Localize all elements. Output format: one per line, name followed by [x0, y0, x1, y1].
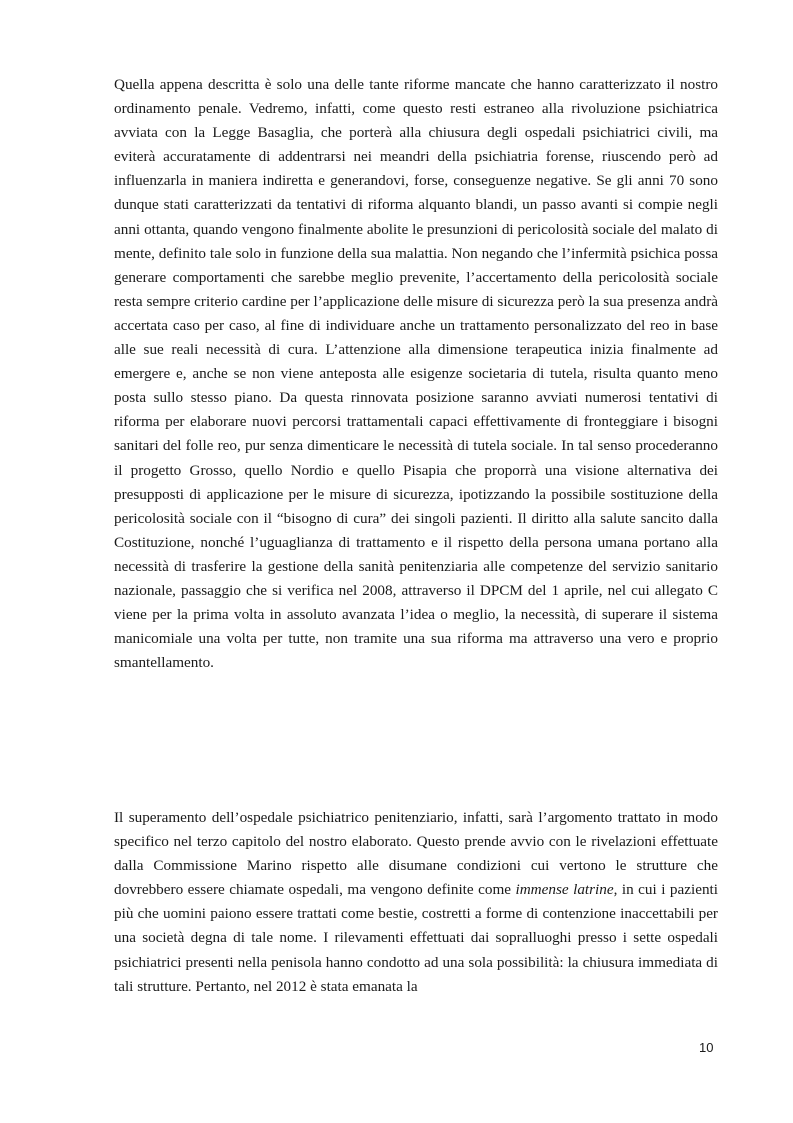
paragraph-2-text-before: Il superamento dell’ospedale psichiatrico penitenziario, infatti, sarà l’argomento trattato in modo specifico nel terzo capitolo del nostro elaborato. Questo prende avvio con le rivelazioni effettuate dalla Commissione Marino rispetto alle disumane condizioni cui vertono le strutture che dovrebbero essere chiamate ospedali, ma vengono definite come — [114, 809, 718, 899]
page-number: 10 — [699, 1040, 714, 1055]
paragraph-1: Quella appena descritta è solo una delle tante riforme mancate che hanno caratterizzato il nostro ordinamento penale. Vedremo, infatti, come questo resti estraneo alla rivoluzione psichiatrica avviata con la Legge Basaglia, che porterà alla chiusura degli ospedali psichiatrici civili, ma eviterà accuratamente di addentrarsi nei meandri della psichiatria forense, riuscendo però ad influenzarla in maniera indiretta e generandovi, forse, conseguenze negative. Se gli anni 70 sono dunque stati caratterizzati da tentativi di riforma alquanto blandi, un passo avanti si compie negli anni ottanta, quando vengono finalmente abolite le presunzioni di pericolosità sociale del malato di mente, definito tale solo in funzione della sua malattia. Non negando che l’infermità psichica possa generare comportamenti che sarebbe meglio prevenite, l’accertamento della pericolosità sociale resta sempre criterio cardine per l’applicazione delle misure di sicurezza però la sua presenza andrà accertata caso per caso, al fine di individuare anche un trattamento personalizzato del reo in base alle sue reali necessità di cura. L’attenzione alla dimensione terapeutica inizia finalmente ad emergere e, anche se non viene anteposta alle esigenze societaria di tutela, risulta quanto meno posta sullo stesso piano. Da questa rinnovata posizione saranno avviati numerosi tentativi di riforma per elaborare nuovi percorsi trattamentali capaci effettivamente di fronteggiare i bisogni sanitari del folle reo, pur senza dimenticare le necessità di tutela sociale. In tal senso procederanno il progetto Grosso, quello Nordio e quello Pisapia che proporrà una visione alternativa dei presupposti di applicazione per le misure di sicurezza, ipotizzando la possibile sostituzione della pericolosità sociale con il “bisogno di cura” dei singoli pazienti. Il diritto alla salute sancito dalla Costituzione, nonché l’uguaglianza di trattamento e il rispetto della persona umana portano alla necessità di trasferire la gestione della sanità penitenziaria alle competenze del servizio sanitario nazionale, passaggio che si verifica nel 2008, attraverso il DPCM del 1 aprile, nel cui allegato C viene per la prima volta in assoluto avanzata l’idea o meglio, la necessità, di superare il sistema manicomiale una volta per tutte, non tramite una sua riforma ma attraverso una vero e proprio smantellamento. — [114, 76, 718, 672]
paragraph-2-text-after: , in cui i pazienti più che uomini paiono essere trattati come bestie, costretti a forme di contenzione inaccettabili per una società degna di tale nome. I rilevamenti effettuati dai sopralluoghi presso i sette ospedali psichiatrici presenti nella penisola hanno condotto ad una sola possibilità: la chiusura immediata di tali strutture. Pertanto, nel 2012 è stata emanata la — [114, 881, 718, 995]
paragraph-2-emphasis: immense latrine — [515, 881, 614, 899]
paragraph-2 — [114, 806, 718, 999]
